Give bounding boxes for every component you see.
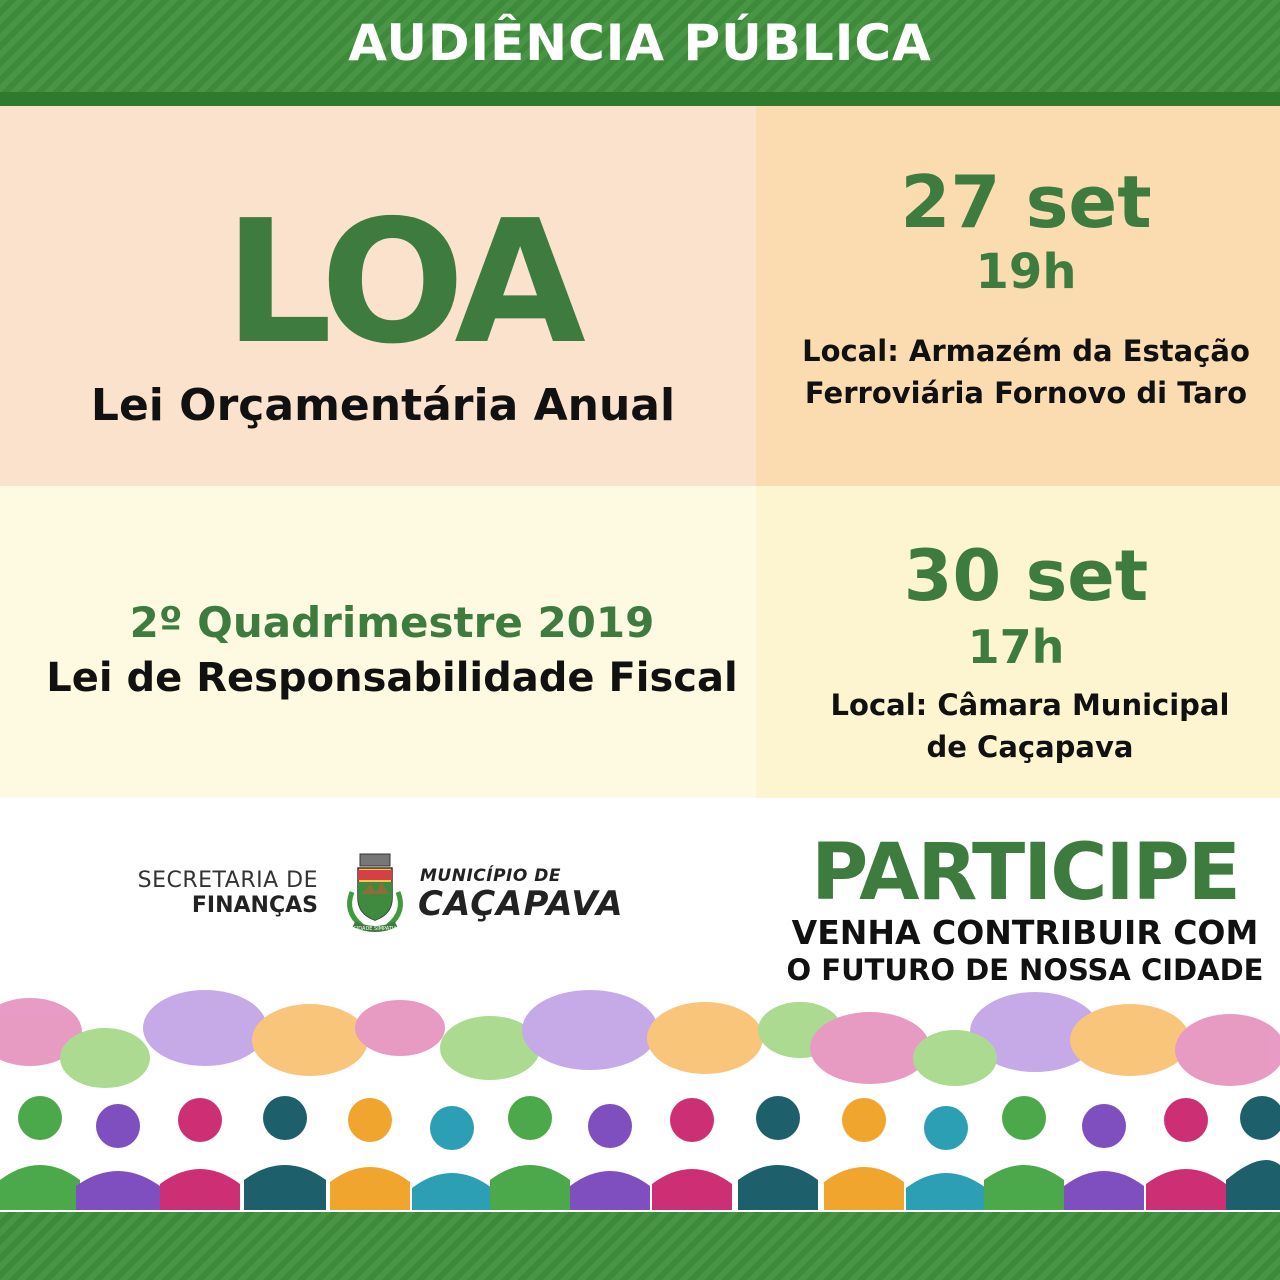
event2-date: 30 set — [903, 535, 1149, 617]
loa-name: Lei Orçamentária Anual — [90, 380, 676, 431]
event2-location-line1: Local: Câmara Municipal — [830, 688, 1230, 722]
event1-location — [756, 330, 1280, 414]
cta-line1: VENHA CONTRIBUIR COM — [791, 913, 1259, 952]
secretaria-line2: FINANÇAS — [191, 893, 318, 918]
page-title: AUDIÊNCIA PÚBLICA — [348, 14, 932, 72]
speech-bubble-icon — [143, 990, 267, 1066]
event2-location — [790, 684, 1270, 768]
event1-date: 27 set — [900, 160, 1152, 244]
municipal-crest-icon — [340, 852, 410, 934]
cta-line2: O FUTURO DE NOSSA CIDADE — [786, 953, 1264, 987]
person-icon — [1146, 1098, 1226, 1210]
person-icon — [1226, 1096, 1280, 1210]
speech-bubbles — [0, 990, 1280, 1088]
event2-time: 17h — [967, 620, 1065, 674]
speech-bubble-icon — [1175, 1014, 1280, 1086]
person-icon — [652, 1098, 732, 1210]
header-divider — [0, 92, 1280, 106]
speech-bubble-icon — [913, 1030, 997, 1086]
people-row — [0, 1096, 1280, 1210]
person-icon — [160, 1098, 240, 1210]
person-icon — [244, 1096, 326, 1210]
speech-bubble-icon — [810, 1012, 930, 1084]
municipio-line1: MUNICÍPIO DE — [420, 866, 561, 886]
secretaria-line1: SECRETARIA DE — [137, 868, 318, 893]
person-icon — [490, 1096, 570, 1210]
event1-time: 19h — [975, 244, 1077, 300]
crest-motto: CIDADE SIMPATIA — [353, 926, 397, 932]
speech-bubble-icon — [60, 1028, 150, 1088]
cta-headline: PARTICIPE — [811, 828, 1239, 918]
lrf-name: Lei de Responsabilidade Fiscal — [46, 655, 738, 701]
event2-location-line2: de Caçapava — [926, 730, 1134, 764]
loa-acronym: LOA — [224, 184, 580, 382]
person-icon — [738, 1096, 818, 1210]
person-icon — [984, 1096, 1064, 1210]
event1-location-line2: Ferroviária Fornovo di Taro — [804, 376, 1248, 410]
person-icon — [76, 1104, 160, 1210]
speech-bubble-icon — [355, 1000, 445, 1056]
speech-bubble-icon — [647, 1002, 763, 1074]
person-icon — [330, 1098, 410, 1210]
speech-bubble-icon — [522, 990, 658, 1070]
event1-location-line1: Local: Armazém da Estação — [802, 334, 1250, 368]
speech-bubble-icon — [1070, 1004, 1190, 1076]
person-icon — [570, 1104, 650, 1210]
municipio-line2: CAÇAPAVA — [418, 884, 624, 924]
lrf-period: 2º Quadrimestre 2019 — [129, 598, 655, 647]
person-icon — [0, 1096, 80, 1210]
person-icon — [906, 1106, 986, 1210]
footer-bar — [0, 1212, 1280, 1280]
speech-bubble-icon — [252, 1004, 368, 1076]
people-illustration — [0, 990, 1280, 1210]
person-icon — [824, 1098, 904, 1210]
person-icon — [412, 1106, 492, 1210]
person-icon — [1064, 1104, 1144, 1210]
